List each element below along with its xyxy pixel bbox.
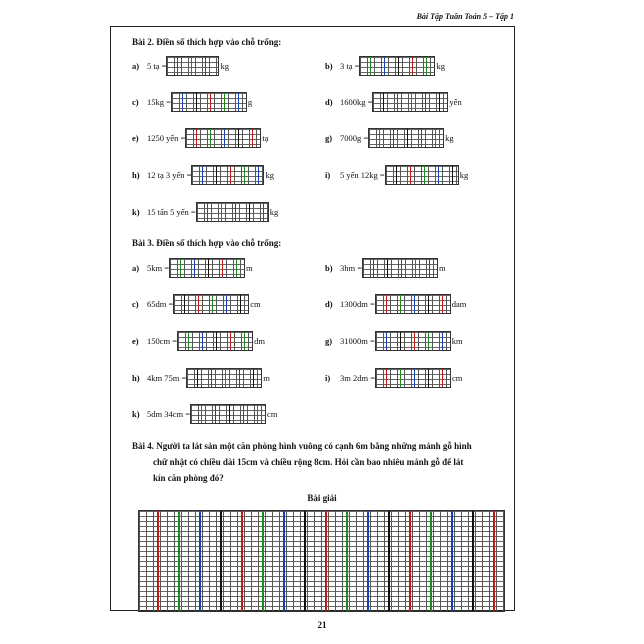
bai2-item-h bbox=[132, 165, 274, 185]
bai3-item-k bbox=[132, 404, 277, 424]
bai2-item-k bbox=[132, 202, 278, 222]
grid-rule-line bbox=[241, 511, 243, 611]
grid-rule-line bbox=[221, 203, 222, 221]
answer-grid[interactable] bbox=[169, 258, 245, 278]
grid-rule-line bbox=[386, 369, 387, 387]
grid-rule-line bbox=[283, 511, 285, 611]
item-unit: m bbox=[263, 373, 270, 383]
item-letter: g) bbox=[325, 336, 333, 346]
grid-rule-line bbox=[442, 369, 443, 387]
grid-rule-line bbox=[253, 369, 254, 387]
grid-rule-line bbox=[202, 166, 203, 184]
grid-rule-line bbox=[226, 295, 227, 313]
grid-rule-line bbox=[197, 369, 198, 387]
item-unit: kg bbox=[269, 207, 279, 217]
grid-rule-line bbox=[240, 295, 241, 313]
bai2-item-g bbox=[325, 128, 454, 148]
grid-rule-line bbox=[244, 166, 245, 184]
item-expression: 4km 75m = bbox=[147, 373, 187, 383]
item-unit: cm bbox=[267, 409, 278, 419]
grid-rule-line bbox=[370, 57, 371, 75]
item-letter: b) bbox=[325, 61, 333, 71]
grid-rule-line bbox=[263, 203, 264, 221]
answer-grid[interactable] bbox=[362, 258, 438, 278]
item-letter: a) bbox=[132, 61, 140, 71]
item-unit: kg bbox=[445, 133, 454, 143]
grid-rule-line bbox=[224, 93, 225, 111]
grid-rule-line bbox=[191, 57, 192, 75]
item-expression: 150cm = bbox=[147, 336, 178, 346]
grid-rule-line bbox=[386, 332, 387, 350]
bai3-item-i bbox=[325, 368, 462, 388]
page-header: Bài Tập Tuần Toán 5 – Tập 1 bbox=[416, 12, 514, 21]
grid-rule-line bbox=[230, 166, 231, 184]
grid-rule-line bbox=[421, 129, 422, 147]
answer-grid[interactable] bbox=[166, 56, 219, 76]
grid-rule-line bbox=[430, 511, 432, 611]
grid-rule-line bbox=[493, 511, 495, 611]
grid-rule-line bbox=[367, 511, 369, 611]
answer-grid[interactable] bbox=[185, 128, 261, 148]
item-expression: 5 tạ = bbox=[147, 61, 167, 71]
grid-rule-line bbox=[414, 295, 415, 313]
grid-rule-line bbox=[426, 57, 427, 75]
grid-rule-line bbox=[346, 511, 348, 611]
item-letter: h) bbox=[132, 170, 140, 180]
grid-rule-line bbox=[202, 332, 203, 350]
grid-rule-line bbox=[180, 259, 181, 277]
grid-rule-line bbox=[425, 93, 426, 111]
grid-rule-line bbox=[398, 57, 399, 75]
grid-rule-line bbox=[249, 203, 250, 221]
grid-rule-line bbox=[196, 93, 197, 111]
grid-rule-line bbox=[238, 93, 239, 111]
item-expression: 1250 yến = bbox=[147, 133, 186, 143]
grid-rule-line bbox=[424, 166, 425, 184]
grid-rule-line bbox=[177, 57, 178, 75]
answer-grid[interactable] bbox=[359, 56, 435, 76]
answer-grid[interactable] bbox=[375, 331, 451, 351]
grid-rule-line bbox=[400, 295, 401, 313]
grid-rule-line bbox=[442, 295, 443, 313]
bai4-problem bbox=[132, 438, 502, 486]
grid-rule-line bbox=[412, 57, 413, 75]
grid-rule-line bbox=[244, 332, 245, 350]
grid-rule-line bbox=[428, 369, 429, 387]
bai2-item-e bbox=[132, 128, 268, 148]
bai2-item-a bbox=[132, 56, 229, 76]
item-unit: kg bbox=[265, 170, 274, 180]
item-expression: 1300dm = bbox=[340, 299, 375, 309]
grid-rule-line bbox=[211, 369, 212, 387]
grid-rule-line bbox=[235, 203, 236, 221]
grid-rule-line bbox=[238, 129, 239, 147]
grid-rule-line bbox=[188, 332, 189, 350]
grid-rule-line bbox=[236, 259, 237, 277]
grid-rule-line bbox=[325, 511, 327, 611]
grid-rule-line bbox=[401, 259, 402, 277]
grid-rule-line bbox=[199, 511, 201, 611]
grid-rule-line bbox=[258, 166, 259, 184]
item-expression: 65dm = bbox=[147, 299, 174, 309]
grid-rule-line bbox=[239, 369, 240, 387]
bai4-line-1: Bài 4. Người ta lát sàn một căn phòng hình vuông có cạnh 6m bằng những mảnh gỗ hình bbox=[132, 441, 472, 451]
grid-rule-line bbox=[435, 129, 436, 147]
answer-grid[interactable] bbox=[171, 92, 247, 112]
grid-rule-line bbox=[438, 166, 439, 184]
grid-rule-line bbox=[414, 369, 415, 387]
item-unit: cm bbox=[250, 299, 261, 309]
grid-rule-line bbox=[198, 295, 199, 313]
grid-rule-line bbox=[373, 259, 374, 277]
grid-rule-line bbox=[194, 259, 195, 277]
grid-rule-line bbox=[257, 405, 258, 423]
item-expression: 7000g = bbox=[340, 133, 369, 143]
grid-rule-line bbox=[157, 511, 159, 611]
grid-rule-line bbox=[210, 93, 211, 111]
item-expression: 3m 2dm = bbox=[340, 373, 376, 383]
bai3-item-g bbox=[325, 331, 463, 351]
grid-rule-line bbox=[428, 332, 429, 350]
item-unit: dam bbox=[451, 299, 467, 309]
grid-rule-line bbox=[182, 93, 183, 111]
grid-rule-line bbox=[224, 129, 225, 147]
grid-rule-line bbox=[201, 405, 202, 423]
bai3-item-b bbox=[325, 258, 446, 278]
item-unit: cm bbox=[452, 373, 463, 383]
grid-rule-line bbox=[386, 295, 387, 313]
solution-grid[interactable] bbox=[138, 510, 505, 612]
item-letter: h) bbox=[132, 373, 140, 383]
answer-grid[interactable] bbox=[368, 128, 444, 148]
item-letter: b) bbox=[325, 263, 333, 273]
grid-rule-line bbox=[225, 369, 226, 387]
grid-rule-line bbox=[229, 405, 230, 423]
answer-grid[interactable] bbox=[191, 165, 264, 185]
grid-rule-line bbox=[400, 332, 401, 350]
bai3-item-a bbox=[132, 258, 253, 278]
item-unit: yến bbox=[449, 97, 462, 107]
item-unit: km bbox=[451, 336, 463, 346]
bai3-item-h bbox=[132, 368, 270, 388]
answer-grid[interactable] bbox=[372, 92, 448, 112]
grid-rule-line bbox=[410, 166, 411, 184]
item-letter: a) bbox=[132, 263, 140, 273]
bai2-title: Bài 2. Điền số thích hợp vào chỗ trống: bbox=[132, 37, 282, 47]
grid-rule-line bbox=[243, 405, 244, 423]
grid-rule-line bbox=[451, 511, 453, 611]
grid-rule-line bbox=[196, 129, 197, 147]
grid-rule-line bbox=[429, 259, 430, 277]
grid-rule-line bbox=[216, 166, 217, 184]
grid-rule-line bbox=[384, 57, 385, 75]
page-number: 21 bbox=[317, 620, 327, 630]
answer-grid[interactable] bbox=[177, 331, 253, 351]
grid-rule-line bbox=[414, 332, 415, 350]
item-letter: d) bbox=[325, 299, 333, 309]
grid-rule-line bbox=[387, 259, 388, 277]
grid-rule-line bbox=[388, 511, 390, 611]
item-letter: i) bbox=[325, 170, 331, 180]
grid-rule-line bbox=[442, 332, 443, 350]
item-expression: 5dm 34cm = bbox=[147, 409, 191, 419]
item-letter: k) bbox=[132, 207, 140, 217]
item-unit: tạ bbox=[262, 133, 269, 143]
answer-grid[interactable] bbox=[190, 404, 266, 424]
item-letter: d) bbox=[325, 97, 333, 107]
grid-rule-line bbox=[379, 129, 380, 147]
grid-rule-line bbox=[397, 93, 398, 111]
grid-rule-line bbox=[252, 129, 253, 147]
item-unit: m bbox=[246, 263, 253, 273]
solution-label: Bài giải bbox=[307, 493, 337, 503]
item-letter: c) bbox=[132, 299, 139, 309]
grid-rule-line bbox=[184, 295, 185, 313]
item-letter: i) bbox=[325, 373, 331, 383]
grid-rule-line bbox=[220, 511, 222, 611]
grid-rule-line bbox=[178, 511, 180, 611]
grid-rule-line bbox=[472, 511, 474, 611]
bai2-item-i bbox=[325, 165, 468, 185]
answer-grid[interactable] bbox=[375, 368, 451, 388]
item-unit: kg bbox=[220, 61, 229, 71]
grid-rule-line bbox=[400, 369, 401, 387]
item-expression: 3 tạ = bbox=[340, 61, 360, 71]
answer-grid[interactable] bbox=[196, 202, 269, 222]
item-letter: k) bbox=[132, 409, 140, 419]
grid-rule-line bbox=[409, 511, 411, 611]
bai4-line-2: chữ nhật có chiều dài 15cm và chiều rộng 8cm. Hỏi cần bao nhiêu mảnh gỗ để lát bbox=[153, 457, 464, 467]
grid-rule-line bbox=[428, 295, 429, 313]
item-unit: kg bbox=[436, 61, 445, 71]
item-unit: dm bbox=[254, 336, 265, 346]
grid-rule-line bbox=[222, 259, 223, 277]
answer-grid[interactable] bbox=[375, 294, 451, 314]
grid-rule-line bbox=[383, 93, 384, 111]
grid-rule-line bbox=[210, 129, 211, 147]
bai2-item-c bbox=[132, 92, 252, 112]
grid-rule-line bbox=[407, 129, 408, 147]
bai3-item-c bbox=[132, 294, 261, 314]
item-letter: e) bbox=[132, 133, 139, 143]
item-expression: 31000m = bbox=[340, 336, 375, 346]
bai4-line-3: kín căn phòng đó? bbox=[153, 473, 224, 483]
item-expression: 5 yến 12kg = bbox=[340, 170, 385, 180]
bai2-item-d bbox=[325, 92, 462, 112]
grid-rule-line bbox=[216, 332, 217, 350]
answer-grid[interactable] bbox=[173, 294, 249, 314]
grid-rule-line bbox=[208, 259, 209, 277]
grid-rule-line bbox=[207, 203, 208, 221]
grid-rule-line bbox=[230, 332, 231, 350]
item-expression: 15kg = bbox=[147, 97, 171, 107]
item-unit: m bbox=[439, 263, 446, 273]
answer-grid[interactable] bbox=[186, 368, 262, 388]
item-expression: 15 tấn 5 yến = bbox=[147, 207, 196, 217]
grid-rule-line bbox=[212, 295, 213, 313]
grid-rule-line bbox=[262, 511, 264, 611]
item-unit: g bbox=[247, 97, 253, 107]
grid-rule-line bbox=[439, 93, 440, 111]
item-letter: c) bbox=[132, 97, 139, 107]
grid-rule-line bbox=[215, 405, 216, 423]
grid-rule-line bbox=[411, 93, 412, 111]
item-expression: 5km = bbox=[147, 263, 170, 273]
item-unit: kg bbox=[459, 170, 469, 180]
bai3-item-e bbox=[132, 331, 265, 351]
answer-grid[interactable] bbox=[385, 165, 459, 185]
bai3-item-d bbox=[325, 294, 466, 314]
bai2-item-b bbox=[325, 56, 445, 76]
item-letter: g) bbox=[325, 133, 333, 143]
item-expression: 3hm = bbox=[340, 263, 363, 273]
grid-rule-line bbox=[304, 511, 306, 611]
grid-rule-line bbox=[452, 166, 453, 184]
grid-rule-line bbox=[205, 57, 206, 75]
grid-rule-line bbox=[396, 166, 397, 184]
item-expression: 12 tạ 3 yến = bbox=[147, 170, 192, 180]
bai3-title: Bài 3. Điền số thích hợp vào chỗ trống: bbox=[132, 238, 282, 248]
item-letter: e) bbox=[132, 336, 139, 346]
grid-rule-line bbox=[393, 129, 394, 147]
item-expression: 1600kg = bbox=[340, 97, 373, 107]
grid-rule-line bbox=[415, 259, 416, 277]
